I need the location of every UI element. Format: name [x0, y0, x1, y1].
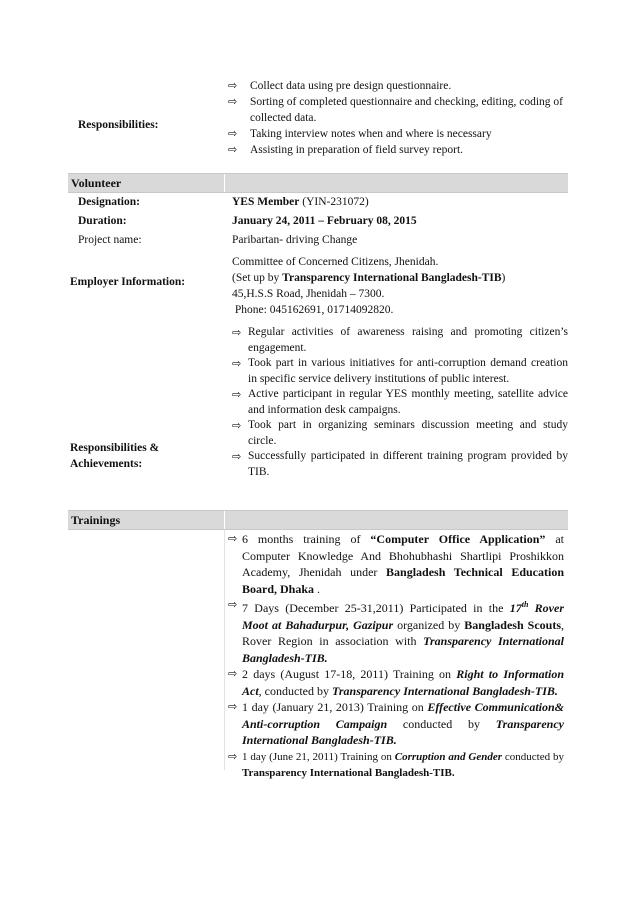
arrow-bullet-icon: ⇨	[228, 127, 238, 140]
list-item: ⇨ Successfully participated in different training program provided by TIB.	[232, 450, 568, 478]
list-item: ⇨ 6 months training of “Computer Office Application” at Computer Knowledge And Bhohubhashi Shartlipi Proshikkon Academy, Jhenidah under Bangladesh Technical Education Board, Dhaka .	[228, 532, 565, 596]
arrow-bullet-icon: ⇨	[232, 450, 242, 463]
list-item: ⇨ Taking interview notes when and where is necessary	[228, 127, 492, 140]
arrow-bullet-icon: ⇨	[232, 388, 242, 401]
responsibilities-achievements-label: Responsibilities & Achievements:	[70, 442, 160, 470]
list-item: ⇨ 2 days (August 17-18, 2011) Training on Right to Information Act, conducted by Transparency International Bangladesh-TIB.	[228, 667, 565, 698]
volunteer-responsibilities-list	[232, 325, 568, 480]
responsibilities-label: Responsibilities:	[78, 119, 159, 131]
arrow-bullet-icon: ⇨	[228, 749, 238, 763]
project-value: Paribartan- driving Change	[232, 234, 358, 246]
duration-value: January 24, 2011 – February 08, 2015	[232, 215, 417, 227]
list-item: ⇨ 1 day (January 21, 2013) Training on Effective Communication& Anti-corruption Campaign conducted by Transparency International Bangladesh-TIB.	[228, 700, 564, 747]
column-divider	[224, 530, 225, 770]
list-item: ⇨ Sorting of completed questionnaire and checking, editing, coding of collected data.	[228, 95, 563, 124]
employer-label: Employer Information:	[70, 276, 186, 288]
trainings-section-header	[68, 510, 568, 530]
volunteer-section-header	[68, 173, 568, 193]
list-item: ⇨ Took part in organizing seminars discussion meeting and study circle.	[232, 419, 568, 447]
arrow-bullet-icon: ⇨	[232, 326, 242, 339]
section-title: Trainings	[71, 513, 121, 527]
list-item: ⇨ Collect data using pre design questionnaire.	[228, 79, 452, 92]
designation-value: YES Member (YIN-231072)	[232, 196, 369, 208]
responsibilities-list	[228, 78, 568, 158]
employer-info: Committee of Concerned Citizens, Jhenidah. (Set up by Transparency International Bangladesh-TIB) 45,H.S.S Road, Jhenidah – 7300. Phone: 045162691, 01714092820.	[232, 256, 506, 316]
arrow-bullet-icon: ⇨	[228, 700, 238, 713]
trainings-list	[228, 531, 564, 782]
arrow-bullet-icon: ⇨	[228, 598, 238, 611]
list-item: ⇨ Assisting in preparation of field survey report.	[228, 143, 464, 156]
duration-label: Duration:	[78, 215, 127, 227]
list-item: ⇨ 1 day (June 21, 2011) Training on Corruption and Gender conducted by Transparency International Bangladesh-TIB.	[228, 749, 564, 779]
header-divider	[224, 174, 225, 192]
arrow-bullet-icon: ⇨	[228, 667, 238, 680]
list-item: ⇨ Active participant in regular YES monthly meeting, satellite advice and information desk campaigns.	[232, 388, 568, 416]
header-divider	[224, 511, 225, 529]
list-item: ⇨ Regular activities of awareness raising and promoting citizen’s engagement.	[232, 326, 568, 354]
section-title: Volunteer	[71, 176, 122, 190]
list-item: ⇨ Took part in various initiatives for anti-corruption demand creation in specific service delivery institutions of public interest.	[232, 357, 568, 385]
arrow-bullet-icon: ⇨	[228, 95, 238, 108]
designation-label: Designation:	[78, 196, 140, 208]
arrow-bullet-icon: ⇨	[232, 357, 242, 370]
arrow-bullet-icon: ⇨	[228, 79, 238, 92]
list-item: ⇨ 7 Days (December 25-31,2011) Participated in the 17th Rover Moot at Bahadurpur, Gazipur organized by Bangladesh Scouts, Rover Region in association with Transparency International Bangladesh-TIB.	[228, 598, 565, 665]
arrow-bullet-icon: ⇨	[228, 143, 238, 156]
arrow-bullet-icon: ⇨	[232, 419, 242, 432]
project-label: Project name:	[78, 234, 142, 246]
arrow-bullet-icon: ⇨	[228, 532, 238, 545]
